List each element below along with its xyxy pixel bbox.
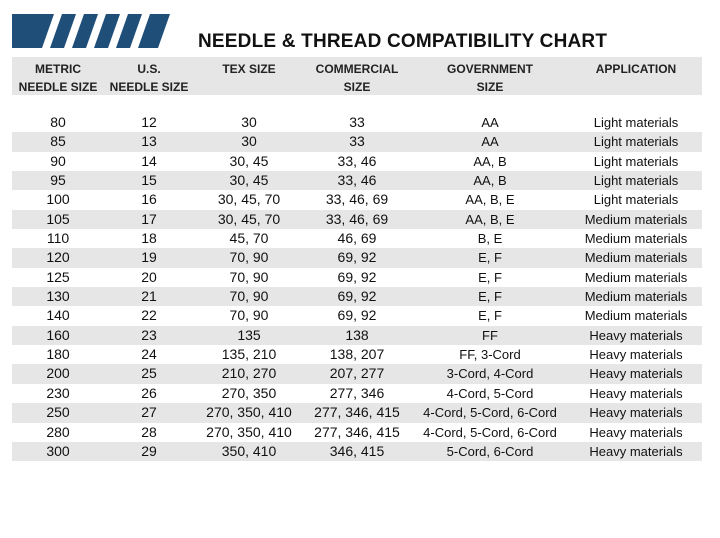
cell-tex: 30, 45, 70 <box>217 210 281 227</box>
cell-metric: 250 <box>46 404 70 421</box>
cell-us: 16 <box>141 191 157 208</box>
cell-us: 21 <box>141 288 157 305</box>
cell-commercial: 33 <box>349 114 365 130</box>
cell-metric: 300 <box>46 442 70 459</box>
cell-government: E, F <box>478 250 502 266</box>
cell-tex: 30, 45, 70 <box>217 191 281 208</box>
cell-tex: 70, 90 <box>229 249 269 266</box>
header-application <box>570 60 702 78</box>
cell-us: 19 <box>141 249 157 266</box>
table-row <box>12 152 702 171</box>
cell-us: 15 <box>141 172 157 189</box>
cell-commercial: 277, 346, 415 <box>314 404 400 421</box>
table-body <box>12 113 702 461</box>
page-title: NEEDLE & THREAD COMPATIBILITY CHART <box>198 31 608 52</box>
cell-metric: 105 <box>46 210 70 227</box>
cell-tex: 70, 90 <box>229 307 269 324</box>
table-row <box>12 423 702 442</box>
table-row <box>12 229 702 248</box>
cell-tex: 270, 350, 410 <box>206 423 292 440</box>
table-row <box>12 132 702 151</box>
cell-tex: 30, 45 <box>229 172 269 189</box>
table-row <box>12 403 702 422</box>
cell-government: E, F <box>478 289 502 305</box>
header-metric-line2: NEEDLE SIZE <box>18 80 98 94</box>
cell-application: Light materials <box>593 192 679 208</box>
header-tex <box>194 60 304 78</box>
table-row <box>12 268 702 287</box>
cell-commercial: 346, 415 <box>329 442 385 459</box>
cell-us: 29 <box>141 442 157 459</box>
cell-metric: 130 <box>46 288 70 305</box>
header-government <box>410 60 570 96</box>
table-row <box>12 326 702 345</box>
cell-commercial: 69, 92 <box>337 268 377 285</box>
cell-metric: 180 <box>46 346 70 363</box>
cell-metric: 80 <box>50 114 66 130</box>
cell-tex: 210, 270 <box>221 365 277 382</box>
cell-metric: 200 <box>46 365 70 382</box>
cell-us: 12 <box>141 114 157 130</box>
cell-tex: 135, 210 <box>221 346 277 363</box>
cell-tex: 70, 90 <box>229 288 269 305</box>
header-government-line1: GOVERNMENT <box>446 62 533 76</box>
cell-government: 3-Cord, 4-Cord <box>446 366 534 382</box>
table-row <box>12 171 702 190</box>
cell-tex: 30 <box>241 114 257 130</box>
cell-metric: 110 <box>46 230 70 247</box>
cell-application: Heavy materials <box>589 327 683 343</box>
cell-tex: 270, 350, 410 <box>206 404 292 421</box>
cell-metric: 280 <box>46 423 70 440</box>
cell-metric: 95 <box>50 172 66 189</box>
cell-us: 13 <box>141 133 157 150</box>
cell-commercial: 33, 46, 69 <box>325 191 389 208</box>
cell-application: Heavy materials <box>589 385 683 401</box>
cell-commercial: 33, 46 <box>337 152 377 169</box>
cell-metric: 125 <box>46 268 70 285</box>
cell-us: 25 <box>141 365 157 382</box>
cell-application: Light materials <box>593 173 679 189</box>
cell-application: Medium materials <box>584 231 688 247</box>
cell-us: 20 <box>141 268 157 285</box>
cell-commercial: 69, 92 <box>337 249 377 266</box>
cell-government: FF <box>482 327 498 343</box>
table-row <box>12 210 702 229</box>
cell-metric: 120 <box>46 249 70 266</box>
header-application-line1: APPLICATION <box>595 62 677 76</box>
table-row <box>12 442 702 461</box>
cell-application: Medium materials <box>584 308 688 324</box>
cell-government: AA <box>481 134 499 150</box>
table-row <box>12 384 702 403</box>
cell-government: 4-Cord, 5-Cord, 6-Cord <box>423 424 557 440</box>
cell-government: E, F <box>478 308 502 324</box>
cell-government: AA, B, E <box>465 211 515 227</box>
cell-tex: 45, 70 <box>229 230 269 247</box>
cell-application: Medium materials <box>584 250 688 266</box>
header-tex-line1: TEX SIZE <box>222 62 276 76</box>
cell-tex: 70, 90 <box>229 268 269 285</box>
cell-government: E, F <box>478 269 502 285</box>
header-metric-line1: METRIC <box>35 62 81 76</box>
table-row <box>12 287 702 306</box>
cell-tex: 30, 45 <box>229 152 269 169</box>
cell-tex: 135 <box>237 326 261 343</box>
cell-metric: 160 <box>46 326 70 343</box>
table-header <box>12 57 702 95</box>
cell-commercial: 33, 46 <box>337 172 377 189</box>
cell-government: 4-Cord, 5-Cord <box>446 385 534 401</box>
cell-government: AA, B, E <box>465 192 515 208</box>
cell-commercial: 69, 92 <box>337 288 377 305</box>
cell-commercial: 277, 346, 415 <box>314 423 400 440</box>
cell-tex: 270, 350 <box>221 384 277 401</box>
cell-government: AA, B <box>473 173 507 189</box>
cell-metric: 230 <box>46 384 70 401</box>
cell-government: B, E <box>477 231 503 247</box>
header-us <box>104 60 194 96</box>
cell-metric: 100 <box>46 191 70 208</box>
cell-us: 27 <box>141 404 157 421</box>
cell-metric: 85 <box>50 133 66 150</box>
cell-tex: 30 <box>241 133 257 150</box>
cell-us: 18 <box>141 230 157 247</box>
cell-application: Heavy materials <box>589 366 683 382</box>
table-row <box>12 190 702 209</box>
header-government-line2: SIZE <box>476 80 504 94</box>
cell-us: 28 <box>141 423 157 440</box>
cell-metric: 140 <box>46 307 70 324</box>
cell-commercial: 33 <box>349 133 365 150</box>
cell-us: 17 <box>141 210 157 227</box>
cell-commercial: 46, 69 <box>337 230 377 247</box>
cell-commercial: 33, 46, 69 <box>325 210 389 227</box>
header-metric <box>12 60 104 96</box>
header-us-line2: NEEDLE SIZE <box>109 80 189 94</box>
table-row <box>12 345 702 364</box>
stripes-logo <box>12 14 172 48</box>
table-row <box>12 248 702 267</box>
cell-government: AA <box>481 115 499 130</box>
cell-application: Heavy materials <box>589 405 683 421</box>
cell-commercial: 138 <box>345 326 369 343</box>
header-commercial-line2: SIZE <box>343 80 371 94</box>
header-commercial <box>304 60 410 96</box>
cell-metric: 90 <box>50 152 66 169</box>
cell-government: 4-Cord, 5-Cord, 6-Cord <box>423 405 557 421</box>
cell-commercial: 69, 92 <box>337 307 377 324</box>
cell-application: Medium materials <box>584 211 688 227</box>
cell-application: Heavy materials <box>589 347 683 363</box>
table-row <box>12 113 702 132</box>
cell-application: Light materials <box>593 115 679 130</box>
cell-application: Heavy materials <box>589 424 683 440</box>
cell-commercial: 207, 277 <box>329 365 385 382</box>
cell-us: 22 <box>141 307 157 324</box>
header-us-line1: U.S. <box>137 62 161 76</box>
cell-tex: 350, 410 <box>221 442 277 459</box>
cell-government: FF, 3-Cord <box>459 347 521 363</box>
cell-commercial: 277, 346 <box>329 384 385 401</box>
cell-us: 14 <box>141 152 157 169</box>
header-commercial-line1: COMMERCIAL <box>315 62 399 76</box>
cell-us: 24 <box>141 346 157 363</box>
cell-application: Medium materials <box>584 289 688 305</box>
cell-government: AA, B <box>473 153 507 169</box>
cell-application: Light materials <box>593 134 679 150</box>
cell-application: Medium materials <box>584 269 688 285</box>
cell-government: 5-Cord, 6-Cord <box>446 443 534 459</box>
table-row <box>12 364 702 383</box>
cell-application: Light materials <box>593 153 679 169</box>
cell-us: 23 <box>141 326 157 343</box>
cell-application: Heavy materials <box>589 443 683 459</box>
cell-us: 26 <box>141 384 157 401</box>
cell-commercial: 138, 207 <box>329 346 385 363</box>
table-row <box>12 306 702 325</box>
